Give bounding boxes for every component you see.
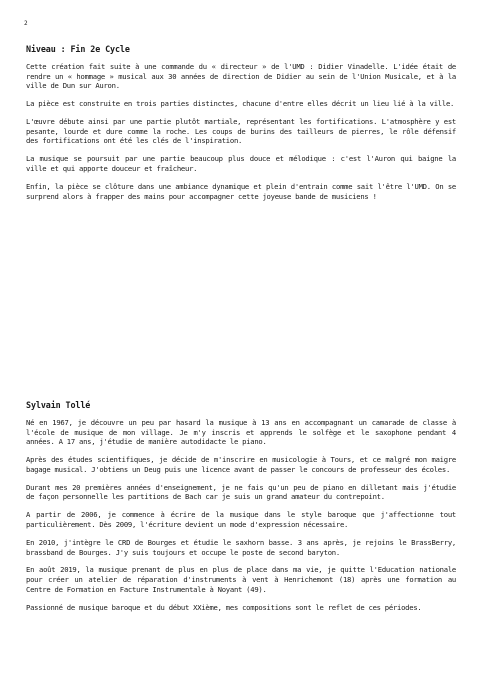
paragraph: Enfin, la pièce se clôture dans une ambiance dynamique et plein d'entrain comme sait l'être l'UMD. On se surprend alors à frapper des mains pour accompagner cette joyeuse bande de musiciens ! [26, 181, 456, 201]
paragraph: Durant mes 20 premières années d'enseignement, je ne fais qu'un peu de piano en dilletant mais j'étudie de façon personnelle les partitions de Bach car je suis un grand amateur du contrepoint. [26, 482, 456, 502]
biography-section [26, 400, 456, 621]
level-section [26, 44, 456, 209]
paragraph: L'œuvre débute ainsi par une partie plutôt martiale, représentant les fortifications. L'atmosphère y est pesante, lourde et dure comme la roche. Les coups de burins des tailleurs de pierres, le rôle défensif des fortifications ont été les clés de l'inspiration. [26, 117, 456, 146]
paragraph: Cette création fait suite à une commande du « directeur » de l'UMD : Didier Vinadelle. L'idée était de rendre un « hommage » musical aux 30 années de direction de Didier au sein de l'Union Musicale, et à la ville de Dun sur Auron. [26, 62, 456, 91]
paragraph: A partir de 2006, je commence à écrire de la musique dans le style baroque que j'affectionne tout particulièrement. Dès 2009, l'écriture devient un mode d'expression nécessaire. [26, 510, 456, 529]
paragraph: La musique se poursuit par une partie beaucoup plus douce et mélodique : c'est l'Auron qui baigne la ville et qui apporte douceur et fraîcheur. [26, 154, 456, 173]
page-number: 2 [24, 20, 28, 27]
paragraph: Passionné de musique baroque et du début XXième, mes compositions sont le reflet de ces périodes. [26, 602, 422, 612]
paragraph: Né en 1967, je découvre un peu par hasard la musique à 13 ans en accompagnant un camarade de classe à l'école de musique de mon village. Je m'y inscris et apprends le solfège et le saxophone pendant 4 années. A 17 ans, j'étudie de manière autodidacte le piano. [26, 418, 456, 447]
paragraph: En août 2019, la musique prenant de plus en plus de place dans ma vie, je quitte l'Education nationale pour créer un atelier de réparation d'instruments à vent à Henrichemont (18) après une formation au Centre de Formation en Facture Instrumentale à Noyant (49). [26, 565, 456, 594]
paragraph: Après des études scientifiques, je décide de m'inscrire en musicologie à Tours, et ce malgré mon maigre bagage musical. J'obtiens un Deug puis une licence avant de passer le concours de professeur des écoles. [26, 455, 456, 474]
paragraph: En 2010, j'intègre le CRD de Bourges et étudie le saxhorn basse. 3 ans après, je rejoins le BrassBerry, brassband de Bourges. J'y suis toujours et occupe le poste de second baryton. [26, 537, 456, 557]
author-heading: Sylvain Tollé [26, 400, 91, 410]
paragraph: La pièce est construite en trois parties distinctes, chacune d'entre elles décrit un lieu lié à la ville. [26, 99, 455, 109]
level-heading: Niveau : Fin 2e Cycle [26, 44, 130, 54]
